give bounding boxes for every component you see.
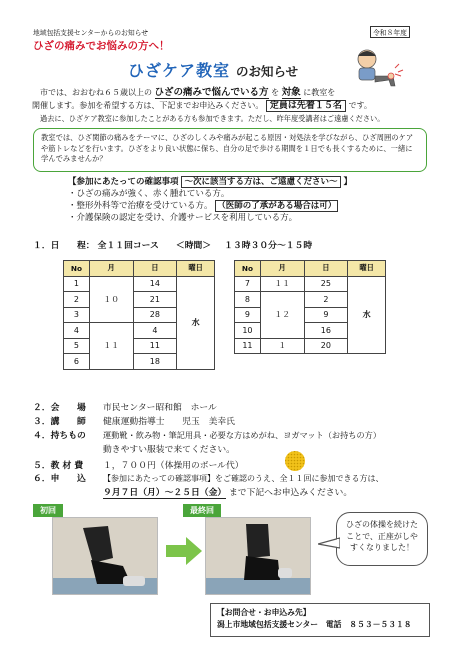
title-sub: のお知らせ [236,64,299,79]
schedule-time: １３時３０分～１５時 [224,241,313,251]
apply-value-1: 【参加にあたっての確認事項】をご確認のうえ、全１１回に参加できる方は、 [103,474,384,484]
apply-label: ６．申 込 [33,474,86,485]
exercise-ball-icon [284,450,306,472]
row-no: 4 [64,323,90,339]
row-day: 18 [133,354,177,370]
col-day: 日 [304,261,348,277]
row-day: 11 [133,338,177,354]
row-no: 9 [235,307,261,323]
photo-after-label: 最終回 [183,504,221,517]
instructor-label: ３．講 師 [33,416,86,427]
row-no: 1 [64,276,90,292]
bubble-tail-icon [318,536,340,550]
contact-box [210,603,430,637]
arrow-right-icon [166,536,202,566]
testimonial-bubble: ひざの体操を続けたことで、正座がしやすくなりました！ [336,512,428,566]
schedule-label: １．日 程： [33,241,95,251]
venue-label: ２．会 場 [33,403,86,413]
confirm-heading-end: 】 [343,177,352,187]
row-weekday: 水 [177,276,215,369]
intro-line1-b: を [271,88,280,97]
confirm-section [68,177,428,225]
schedule-table-right [234,260,386,354]
description-box: 教室では、ひざ関節の痛みをテーマに、ひざのしくみや痛みが起こる原因・対処法を学びながら、ひざ周囲のケアや筋トレなどを行います。ひざをより良い状態に保ち、自分の足で歩ける期間を１日でも長くするために、一緒に学んでみませんか？ [33,128,427,172]
confirm-item-2 [68,201,428,213]
row-no: 7 [235,276,261,292]
intro-line2-b: です。 [348,101,372,111]
schedule-heading [33,240,433,254]
confirm-item-1: ・ひざの痛みが強く、赤く腫れている方。 [68,188,230,199]
row-month: １１ [260,276,304,292]
row-no: 6 [64,354,90,370]
contact-heading: 【お問合せ・お申込み先】 [217,608,311,617]
row-day: 16 [304,323,348,339]
intro-target2: 対象 [281,87,301,98]
items-value-1: 運動靴・飲み物・筆記用具・必要な方はめがね、ヨガマット（お持ちの方） [103,430,382,441]
col-month: 月 [89,261,133,277]
schedule-table-left [63,260,215,370]
items-label: ４．持ちもの [33,431,86,442]
page-title [128,58,298,81]
col-month: 月 [260,261,304,277]
confirm-item-3: ・介護保険の認定を受け、介護サービスを利用している方。 [68,212,298,223]
row-day: 4 [133,323,177,339]
fiscal-year-badge: 令和８年度 [370,26,410,38]
apply-period: ９月７日（月）～２５日（金） [103,487,227,498]
intro-line1-c: に教室を [303,88,336,97]
table-row [235,276,386,292]
details-section [33,402,433,500]
table-row [64,276,215,292]
intro-text [32,86,430,125]
contact-line: 潟上市地域包括支援センター 電話 ８５３－５３１８ [217,620,412,630]
row-day: 20 [304,338,348,354]
row-no: 3 [64,307,90,323]
row-month: １１ [89,323,133,370]
intro-target: ひざの痛みで悩んでいる方 [154,87,269,98]
row-no: 2 [64,292,90,308]
catch-phrase: ひざの痛みでお悩みの方へ！ [33,40,170,52]
col-weekday: 曜日 [177,261,215,277]
title-main: ひざケア教室 [128,61,231,80]
schedule-time-label: ＜時間＞ [175,241,212,251]
row-day: 25 [304,276,348,292]
row-month: １２ [260,292,304,339]
confirm-heading-boxed: ～次に該当する方は、ご遠慮ください～ [181,176,340,188]
items-value-2: 動きやすい服装で来てください。 [103,444,235,455]
col-day: 日 [133,261,177,277]
intro-line3: 過去に、ひざケア教室に参加したことがある方も参加できます。ただし、昨年度受講者はご遠慮ください。 [40,113,385,123]
row-no: 5 [64,338,90,354]
schedule-course: 全１１回コース [97,241,159,251]
row-day: 9 [304,307,348,323]
photo-before-label-wrap [33,505,63,516]
apply-value-2: まで下記へお申込みください。 [228,487,353,498]
intro-line1-a: 市では、おおむね６５歳以上の [40,88,152,97]
row-day: 28 [133,307,177,323]
kneeling-person-before-icon [53,518,158,595]
photo-after-label-wrap [183,505,221,516]
row-day: 2 [304,292,348,308]
row-day: 21 [133,292,177,308]
row-no: 8 [235,292,261,308]
row-no: 10 [235,323,261,339]
photo-after [205,517,311,595]
venue-value: 市民センター昭和館 ホール [103,403,217,413]
photo-before-label: 初回 [33,504,63,517]
confirm-heading: 【参加にあたっての確認事項 [68,177,179,187]
notice-from: 地域包括支援センターからのお知らせ [33,29,149,37]
row-month: １ [260,338,304,354]
kneeling-person-after-icon [206,518,311,595]
row-month: １０ [89,276,133,323]
capacity-badge: 定員は先着１５名 [266,100,346,112]
col-no: No [235,261,261,277]
row-day: 14 [133,276,177,292]
intro-line2-a: 開催します。参加を希望する方は、下記までお申込みください。 [32,101,264,111]
fee-value: １，７００円（体操用のボール代） [103,460,244,471]
confirm-item-2-note: （医師の了承がある場合は可） [217,200,337,211]
col-no: No [64,261,90,277]
confirm-item-2-text: ・整形外科等で治療を受けている方。 [68,200,213,211]
photo-before [52,517,158,595]
instructor-value: 健康運動指導士 児玉 美幸氏 [103,416,235,427]
row-weekday: 水 [348,276,386,354]
row-no: 11 [235,338,261,354]
fee-label: ５．教 材 費 [33,460,84,471]
col-weekday: 曜日 [348,261,386,277]
